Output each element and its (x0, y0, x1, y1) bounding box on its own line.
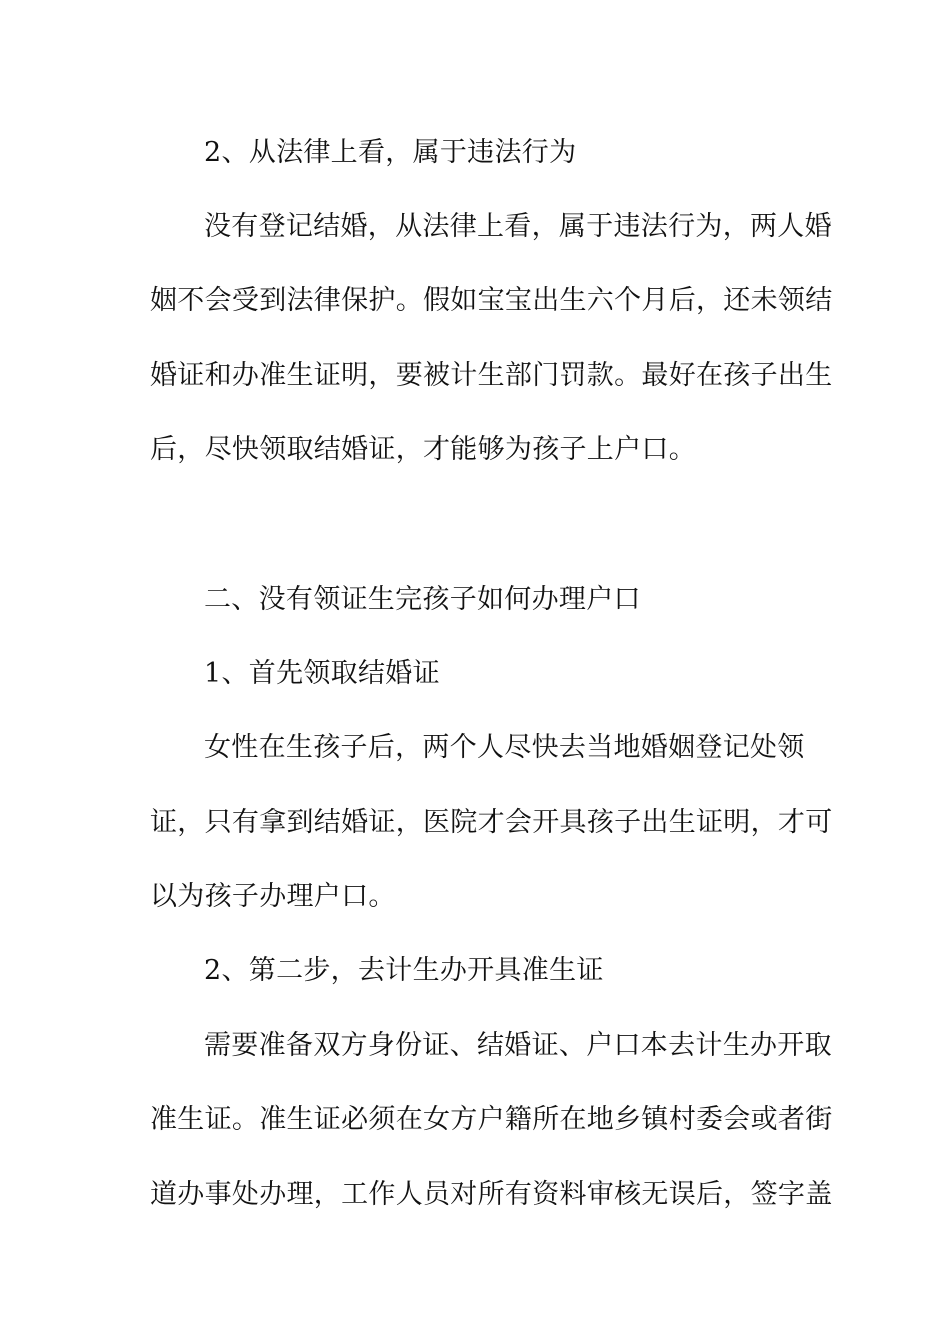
paragraph-line: 后，尽快领取结婚证，才能够为孩子上户口。 (150, 434, 696, 465)
paragraph-line: 证，只有拿到结婚证，医院才会开具孩子出生证明，才可 (150, 807, 833, 838)
paragraph-line: 需要准备双方身份证、结婚证、户口本去计生办开取 (204, 1030, 832, 1061)
paragraph-line: 道办事处办理，工作人员对所有资料审核无误后，签字盖 (150, 1179, 833, 1210)
subheading-legal-view: 2、从法律上看，属于违法行为 (204, 137, 577, 168)
subheading-step-one: 1、首先领取结婚证 (204, 658, 440, 689)
paragraph-line: 女性在生孩子后，两个人尽快去当地婚姻登记处领 (204, 732, 805, 763)
section-heading-registration: 二、没有领证生完孩子如何办理户口 (204, 584, 641, 615)
paragraph-line: 婚证和办准生证明，要被计生部门罚款。最好在孩子出生 (150, 360, 833, 391)
paragraph-line: 以为孩子办理户口。 (150, 881, 396, 912)
paragraph-line: 没有登记结婚，从法律上看，属于违法行为，两人婚 (204, 211, 832, 242)
paragraph-line: 准生证。准生证必须在女方户籍所在地乡镇村委会或者街 (150, 1104, 833, 1135)
paragraph-line: 姻不会受到法律保护。假如宝宝出生六个月后，还未领结 (150, 285, 833, 316)
subheading-step-two: 2、第二步，去计生办开具准生证 (204, 955, 604, 986)
